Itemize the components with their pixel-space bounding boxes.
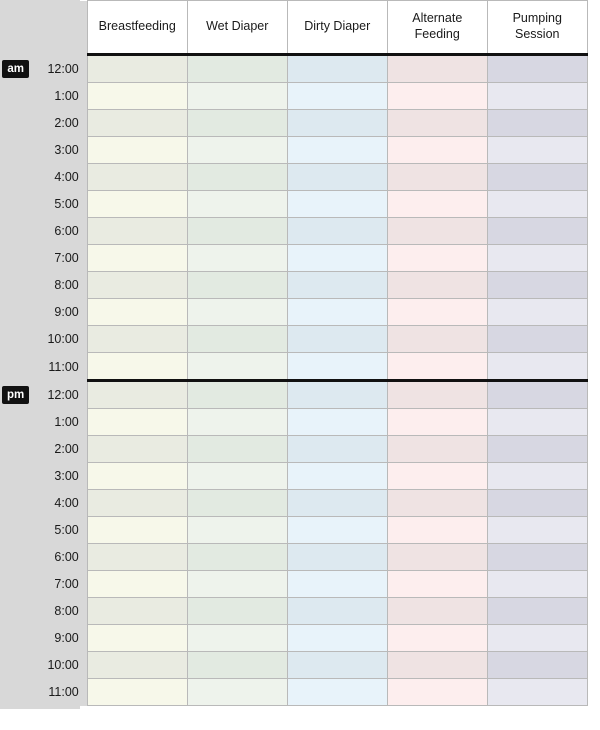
entry-cell[interactable] <box>487 490 587 517</box>
entry-cell[interactable] <box>187 164 287 191</box>
column-header-breastfeeding: Breastfeeding <box>87 1 187 55</box>
entry-cell[interactable] <box>487 571 587 598</box>
table-row <box>0 679 587 706</box>
entry-cell[interactable] <box>287 490 387 517</box>
entry-cell[interactable] <box>387 544 487 571</box>
entry-cell[interactable] <box>487 436 587 463</box>
table-row <box>0 436 587 463</box>
entry-cell[interactable] <box>187 191 287 218</box>
entry-cell[interactable] <box>87 544 187 571</box>
entry-cell[interactable] <box>187 571 287 598</box>
entry-cell[interactable] <box>187 55 287 83</box>
table-row <box>0 490 587 517</box>
gutter-cell <box>0 218 31 245</box>
entry-cell[interactable] <box>87 463 187 490</box>
entry-cell[interactable] <box>287 137 387 164</box>
period-badge-cell <box>0 381 31 409</box>
entry-cell[interactable] <box>287 110 387 137</box>
entry-cell[interactable] <box>487 598 587 625</box>
entry-cell[interactable] <box>87 164 187 191</box>
entry-cell[interactable] <box>387 598 487 625</box>
entry-cell[interactable] <box>187 137 287 164</box>
gutter-cell <box>0 679 31 706</box>
entry-cell[interactable] <box>487 110 587 137</box>
entry-cell[interactable] <box>387 272 487 299</box>
entry-cell[interactable] <box>487 517 587 544</box>
entry-cell[interactable] <box>287 598 387 625</box>
time-label: 10:00 <box>31 326 87 353</box>
time-label: 6:00 <box>31 544 87 571</box>
entry-cell[interactable] <box>87 436 187 463</box>
entry-cell[interactable] <box>87 191 187 218</box>
time-label: 8:00 <box>31 272 87 299</box>
gutter-cell <box>0 625 31 652</box>
entry-cell[interactable] <box>87 55 187 83</box>
table-row <box>0 55 587 83</box>
time-label: 2:00 <box>31 110 87 137</box>
time-label: 5:00 <box>31 517 87 544</box>
gutter-cell <box>0 191 31 218</box>
entry-cell[interactable] <box>287 571 387 598</box>
time-label: 5:00 <box>31 191 87 218</box>
entry-cell[interactable] <box>187 625 287 652</box>
entry-cell[interactable] <box>287 436 387 463</box>
entry-cell[interactable] <box>487 164 587 191</box>
gutter-cell <box>0 83 31 110</box>
entry-cell[interactable] <box>87 110 187 137</box>
time-label: 12:00 <box>31 55 87 83</box>
entry-cell[interactable] <box>87 353 187 381</box>
entry-cell[interactable] <box>187 517 287 544</box>
table-row <box>0 272 587 299</box>
entry-cell[interactable] <box>287 409 387 436</box>
entry-cell[interactable] <box>487 299 587 326</box>
table-row <box>0 598 587 625</box>
time-label: 4:00 <box>31 164 87 191</box>
entry-cell[interactable] <box>287 326 387 353</box>
time-label: 11:00 <box>31 679 87 706</box>
entry-cell[interactable] <box>387 409 487 436</box>
entry-cell[interactable] <box>287 353 387 381</box>
entry-cell[interactable] <box>387 110 487 137</box>
entry-cell[interactable] <box>187 436 287 463</box>
entry-cell[interactable] <box>187 299 287 326</box>
gutter-cell <box>0 272 31 299</box>
period-badge: pm <box>2 386 29 404</box>
grid-header <box>0 1 587 55</box>
entry-cell[interactable] <box>387 463 487 490</box>
entry-cell[interactable] <box>287 272 387 299</box>
entry-cell[interactable] <box>387 353 487 381</box>
table-row <box>0 381 587 409</box>
entry-cell[interactable] <box>487 544 587 571</box>
entry-cell[interactable] <box>87 598 187 625</box>
entry-cell[interactable] <box>87 218 187 245</box>
gutter-cell <box>0 409 31 436</box>
entry-cell[interactable] <box>387 381 487 409</box>
table-row <box>0 326 587 353</box>
time-label: 3:00 <box>31 463 87 490</box>
entry-cell[interactable] <box>87 571 187 598</box>
entry-cell[interactable] <box>487 625 587 652</box>
entry-cell[interactable] <box>387 326 487 353</box>
time-label: 9:00 <box>31 299 87 326</box>
entry-cell[interactable] <box>387 490 487 517</box>
time-label: 7:00 <box>31 245 87 272</box>
time-label: 3:00 <box>31 137 87 164</box>
entry-cell[interactable] <box>187 409 287 436</box>
gutter-cell <box>0 110 31 137</box>
entry-cell[interactable] <box>387 652 487 679</box>
column-header-alternate-feeding: Alternate Feeding <box>387 1 487 55</box>
column-header-wet-diaper: Wet Diaper <box>187 1 287 55</box>
time-label: 8:00 <box>31 598 87 625</box>
time-label: 1:00 <box>31 409 87 436</box>
entry-cell[interactable] <box>87 679 187 706</box>
period-badge: am <box>2 60 29 78</box>
entry-cell[interactable] <box>187 598 287 625</box>
entry-cell[interactable] <box>287 218 387 245</box>
time-label: 2:00 <box>31 436 87 463</box>
table-row <box>0 517 587 544</box>
entry-cell[interactable] <box>187 110 287 137</box>
gutter-cell <box>0 326 31 353</box>
entry-cell[interactable] <box>87 625 187 652</box>
table-row <box>0 245 587 272</box>
entry-cell[interactable] <box>187 83 287 110</box>
entry-cell[interactable] <box>487 272 587 299</box>
gutter-cell <box>0 299 31 326</box>
gutter-cell <box>0 490 31 517</box>
entry-cell[interactable] <box>487 137 587 164</box>
entry-cell[interactable] <box>387 571 487 598</box>
gutter-cell <box>0 652 31 679</box>
entry-cell[interactable] <box>387 83 487 110</box>
table-row <box>0 191 587 218</box>
gutter-cell <box>0 598 31 625</box>
entry-cell[interactable] <box>187 245 287 272</box>
entry-cell[interactable] <box>87 490 187 517</box>
entry-cell[interactable] <box>387 679 487 706</box>
entry-cell[interactable] <box>187 652 287 679</box>
entry-cell[interactable] <box>387 436 487 463</box>
gutter-cell <box>0 137 31 164</box>
entry-cell[interactable] <box>287 191 387 218</box>
entry-cell[interactable] <box>187 544 287 571</box>
table-row <box>0 409 587 436</box>
entry-cell[interactable] <box>287 164 387 191</box>
entry-cell[interactable] <box>187 463 287 490</box>
column-header-pumping-session: Pumping Session <box>487 1 587 55</box>
entry-cell[interactable] <box>487 679 587 706</box>
entry-cell[interactable] <box>87 245 187 272</box>
entry-cell[interactable] <box>287 55 387 83</box>
entry-cell[interactable] <box>387 625 487 652</box>
table-row <box>0 299 587 326</box>
entry-cell[interactable] <box>387 299 487 326</box>
entry-cell[interactable] <box>187 218 287 245</box>
table-row <box>0 652 587 679</box>
table-row <box>0 353 587 381</box>
entry-cell[interactable] <box>187 381 287 409</box>
entry-cell[interactable] <box>287 652 387 679</box>
header-time-spacer <box>31 1 87 55</box>
entry-cell[interactable] <box>87 83 187 110</box>
time-label: 6:00 <box>31 218 87 245</box>
column-header-dirty-diaper: Dirty Diaper <box>287 1 387 55</box>
table-row <box>0 544 587 571</box>
entry-cell[interactable] <box>487 218 587 245</box>
entry-cell[interactable] <box>187 353 287 381</box>
entry-cell[interactable] <box>87 299 187 326</box>
entry-cell[interactable] <box>187 679 287 706</box>
entry-cell[interactable] <box>287 679 387 706</box>
entry-cell[interactable] <box>287 299 387 326</box>
entry-cell[interactable] <box>387 191 487 218</box>
table-row <box>0 137 587 164</box>
entry-cell[interactable] <box>387 245 487 272</box>
table-row <box>0 110 587 137</box>
grid-body <box>0 55 587 706</box>
entry-cell[interactable] <box>87 652 187 679</box>
table-row <box>0 571 587 598</box>
entry-cell[interactable] <box>487 191 587 218</box>
time-label: 12:00 <box>31 381 87 409</box>
entry-cell[interactable] <box>87 381 187 409</box>
period-badge-cell <box>0 55 31 83</box>
table-row <box>0 463 587 490</box>
entry-cell[interactable] <box>387 517 487 544</box>
entry-cell[interactable] <box>187 490 287 517</box>
entry-cell[interactable] <box>487 326 587 353</box>
time-label: 1:00 <box>31 83 87 110</box>
gutter-cell <box>0 571 31 598</box>
entry-cell[interactable] <box>287 625 387 652</box>
entry-cell[interactable] <box>387 164 487 191</box>
entry-cell[interactable] <box>87 409 187 436</box>
entry-cell[interactable] <box>487 409 587 436</box>
entry-cell[interactable] <box>487 353 587 381</box>
entry-cell[interactable] <box>287 83 387 110</box>
entry-cell[interactable] <box>287 381 387 409</box>
entry-cell[interactable] <box>487 83 587 110</box>
table-row <box>0 83 587 110</box>
entry-cell[interactable] <box>287 544 387 571</box>
table-row <box>0 625 587 652</box>
time-label: 7:00 <box>31 571 87 598</box>
time-label: 4:00 <box>31 490 87 517</box>
gutter-cell <box>0 544 31 571</box>
entry-cell[interactable] <box>287 463 387 490</box>
gutter-cell <box>0 517 31 544</box>
time-label: 10:00 <box>31 652 87 679</box>
gutter-cell <box>0 164 31 191</box>
time-label: 9:00 <box>31 625 87 652</box>
entry-cell[interactable] <box>87 137 187 164</box>
entry-cell[interactable] <box>487 245 587 272</box>
entry-cell[interactable] <box>487 381 587 409</box>
entry-cell[interactable] <box>487 652 587 679</box>
entry-cell[interactable] <box>387 137 487 164</box>
entry-cell[interactable] <box>87 517 187 544</box>
entry-cell[interactable] <box>87 272 187 299</box>
gutter-cell <box>0 245 31 272</box>
entry-cell[interactable] <box>187 272 287 299</box>
entry-cell[interactable] <box>387 218 487 245</box>
entry-cell[interactable] <box>487 463 587 490</box>
entry-cell[interactable] <box>487 55 587 83</box>
time-label: 11:00 <box>31 353 87 381</box>
gutter-cell <box>0 436 31 463</box>
header-gutter-spacer <box>0 1 31 55</box>
gutter-cell <box>0 463 31 490</box>
table-row <box>0 218 587 245</box>
entry-cell[interactable] <box>287 245 387 272</box>
entry-cell[interactable] <box>187 326 287 353</box>
entry-cell[interactable] <box>387 55 487 83</box>
entry-cell[interactable] <box>87 326 187 353</box>
header-row <box>0 1 587 55</box>
entry-cell[interactable] <box>287 517 387 544</box>
gutter-cell <box>0 353 31 381</box>
table-row <box>0 164 587 191</box>
